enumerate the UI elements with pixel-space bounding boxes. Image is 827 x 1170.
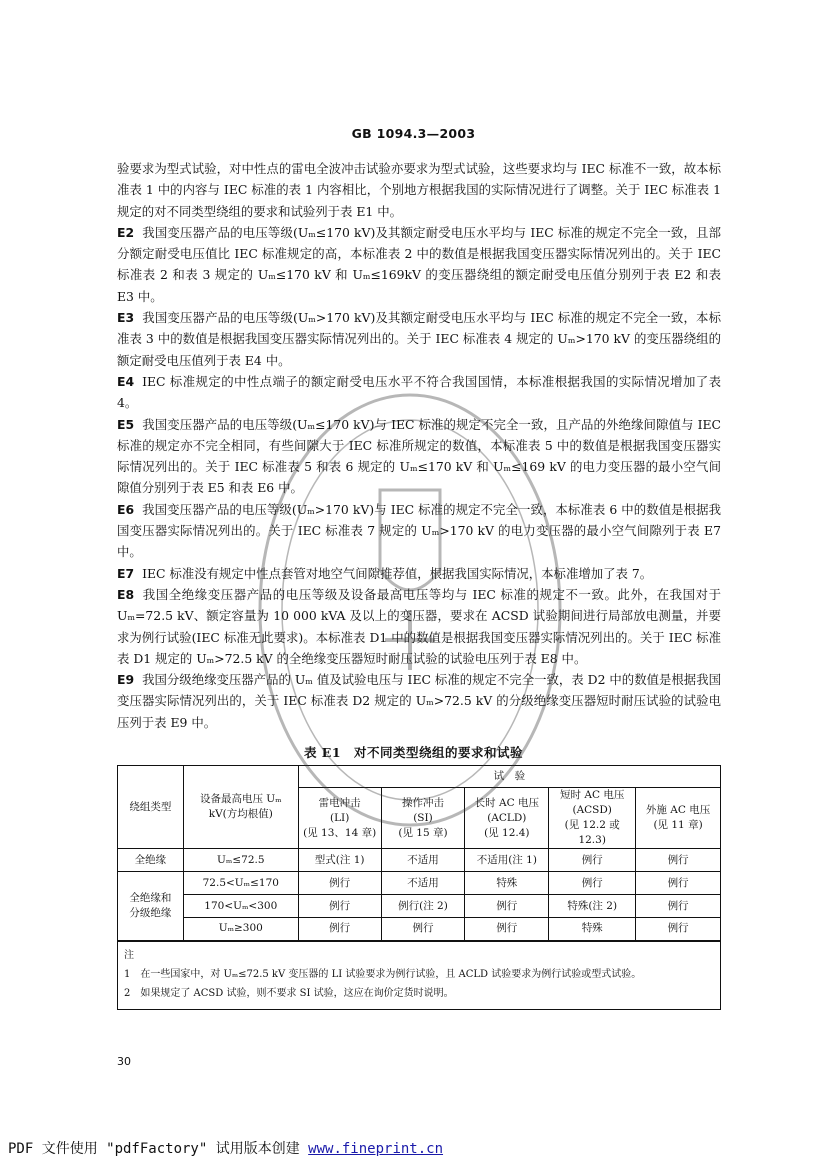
- table-notes: [118, 941, 721, 1010]
- header-si: 操作冲击 (SI) (见 15 章): [381, 788, 465, 849]
- table-e1: [117, 765, 721, 1010]
- clause-e6: E6 我国变压器产品的电压等级(Uₘ>170 kV)与 IEC 标准的规定不完全一致，本标准表 6 中的数值是根据我国变压器实际情况列出的。关于 IEC 标准表 7 规定的 Uₘ>170 kV 的电力变压器的最小空气间隙列于表 E7 中。: [117, 501, 721, 560]
- clause-e9: E9 我国分级绝缘变压器产品的 Uₘ 值及试验电压与 IEC 标准的规定不完全一致，表 D2 中的数值是根据我国变压器实际情况列出的，关于 IEC 标准表 D2 规定的 Uₘ>72.5 kV 的分级绝缘变压器短时耐压试验的试验电压列于表 E9 中。: [117, 672, 721, 730]
- header-tests: 试 验: [298, 766, 720, 788]
- footer-text: PDF 文件使用 "pdfFactory" 试用版本创建: [8, 1141, 309, 1157]
- note-1: 1 在一些国家中，对 Uₘ≤72.5 kV 变压器的 LI 试验要求为例行试验，且 ACLD 试验要求为例行试验或型式试验。: [124, 968, 642, 980]
- clause-e5: E5 我国变压器产品的电压等级(Uₘ≤170 kV)与 IEC 标准的规定不完全一致，且产品的外绝缘间隙值与 IEC 标准的规定亦不完全相同，有些间隙大于 IEC 标准所规定的数值，本标准表 5 中的数值是根据我国变压器实际情况列出的。关于 IEC 标准表 5 和表 6 规定的 Uₘ≤170 kV 和 Uₘ≤169 kV 的电力变压器的最小空气间隙值分别列于表 E5 和表 E6 中。: [117, 416, 721, 496]
- pdf-footer: [8, 1138, 443, 1158]
- page-header: [0, 126, 827, 141]
- header-winding-type: 绕组类型: [118, 766, 184, 849]
- clause-e3: E3 我国变压器产品的电压等级(Uₘ>170 kV)及其额定耐受电压水平均与 IEC 标准的规定不完全一致，本标准表 3 中的数值是根据我国变压器实际情况列出的。关于 IEC 标准表 4 规定的 Uₘ>170 kV 的变压器绕组的额定耐受电压值列于表 E4 中。: [117, 310, 721, 368]
- clause-e2: E2 我国变压器产品的电压等级(Uₘ≤170 kV)及其额定耐受电压水平均与 IEC 标准的规定不完全一致，且部分额定耐受电压值比 IEC 标准规定的高，本标准表 2 中的数值是根据我国变压器实际情况列出的。关于 IEC 标准表 2 和表 3 规定的 Uₘ≤170 kV 和 Uₘ≤169kV 的变压器绕组的额定耐受电压值分别列于表 E2 和表 E3 中。: [117, 224, 721, 304]
- group-full: 全绝缘: [118, 849, 184, 872]
- paragraph-continuation: 验要求为型式试验，对中性点的雷电全波冲击试验亦要求为型式试验，这些要求均与 IEC 标准不一致，故本标准表 1 中的内容与 IEC 标准的表 1 内容相比，个别地方根据我国的实际情况进行了调整。关于 IEC 标准表 1 规定的对不同类型绕组的要求和试验列于表 E1 中。: [117, 161, 721, 219]
- header-li: 雷电冲击 (LI) (见 13、14 章): [298, 788, 381, 849]
- table-row: 全绝缘和 分级绝缘 72.5<Uₘ≤170 例行 不适用 特殊 例行 例行: [118, 872, 721, 895]
- notes-label: 注: [124, 949, 134, 961]
- clause-e7: E7 IEC 标准没有规定中性点套管对地空气间隙推荐值，根据我国实际情况，本标准增加了表 7。: [117, 565, 653, 581]
- header-acld: 长时 AC 电压 (ACLD) (见 12.4): [465, 788, 549, 849]
- clause-e8: E8 我国全绝缘变压器产品的电压等级及设备最高电压等均与 IEC 标准的规定不一致。此外，在我国对于 Uₘ=72.5 kV、额定容量为 10 000 kVA 及以上的变压器，要求在 ACSD 试验期间进行局部放电测量，并要求为例行试验(IEC 标准无此要求)。本标准表 D1 中的数值是根据我国变压器实际情况列出的。关于 IEC 标准表 D1 规定的 Uₘ>72.5 kV 的全绝缘变压器短时耐压试验的试验电压列于表 E8 中。: [117, 586, 721, 666]
- page-number: 30: [117, 1055, 131, 1068]
- table-e1-title: 表 E1 对不同类型绕组的要求和试验: [303, 745, 524, 760]
- table-row: Uₘ≥300 例行 例行 例行 特殊 例行: [118, 918, 721, 941]
- standard-id: GB 1094.3—2003: [351, 126, 476, 141]
- body-text: [117, 158, 721, 733]
- note-2: 2 如果规定了 ACSD 试验，则不要求 SI 试验，这应在询价定货时说明。: [124, 987, 454, 999]
- header-applied: 外施 AC 电压 (见 11 章): [636, 788, 721, 849]
- group-graded: 全绝缘和 分级绝缘: [118, 872, 184, 941]
- header-um: 设备最高电压 Uₘ kV(方均根值): [183, 766, 298, 849]
- footer-link[interactable]: www.fineprint.cn: [308, 1141, 444, 1157]
- clause-e4: E4 IEC 标准规定的中性点端子的额定耐受电压水平不符合我国国情，本标准根据我国的实际情况增加了表 4。: [117, 373, 721, 411]
- header-acsd: 短时 AC 电压 (ACSD) (见 12.2 或 12.3): [549, 788, 636, 849]
- table-row: 全绝缘 Uₘ≤72.5 型式(注 1) 不适用 不适用(注 1) 例行 例行: [118, 849, 721, 872]
- table-row: 170<Uₘ<300 例行 例行(注 2) 例行 特殊(注 2) 例行: [118, 895, 721, 918]
